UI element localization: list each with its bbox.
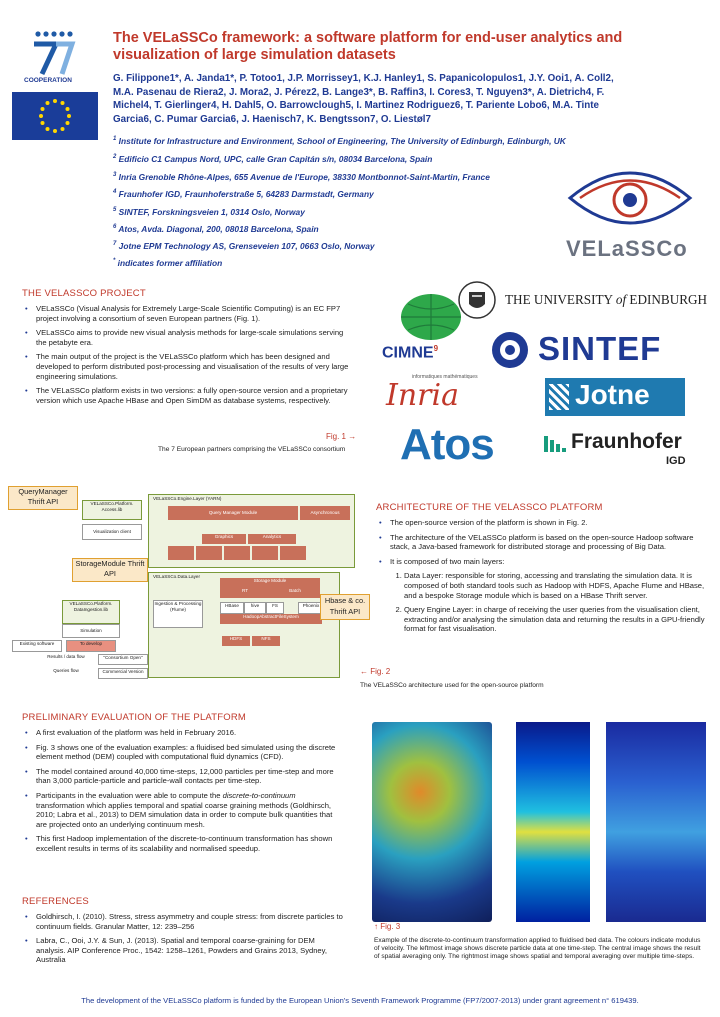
ingestion-box: Ingestion & Processing (Flume) [153, 600, 203, 628]
fig1-ref: Fig. 1 → [326, 432, 357, 441]
cimne-wordmark: CIMNE [382, 344, 434, 362]
hdfs-box: HDFS [222, 636, 250, 646]
architecture-bullet-2: • The architecture of the VELaSSCo platform is based on the open-source Hadoop software stack, a Java-based framework for distributed storage and processing of Big Data. [390, 533, 706, 552]
evaluation-bullet-5: • This first Hadoop implementation of the discrete-to-continuum transformation has shown excellent results in terms of its scalability and normalised speedup. [36, 834, 344, 853]
hbase-box: HBase [220, 602, 244, 614]
eu-stars-icon [12, 92, 98, 140]
evaluation-bullet-2: • Fig. 3 shows one of the evaluation examples: a fluidised bed simulated using the discrete element method (DEM) coupled with computational fluid dynamics (CFD). [36, 743, 344, 762]
fraunhofer-logo [544, 430, 694, 472]
architecture-diagram [8, 484, 370, 684]
references-heading: REFERENCES [22, 896, 89, 907]
fs-box: FS [266, 602, 284, 614]
poster-title: The VELaSSCo framework: a software platform for end-user analytics and visualization of large simulation datasets [113, 30, 623, 63]
crest-icon [458, 278, 496, 322]
sintef-logo [490, 330, 690, 372]
query-manager-api: QueryManager Thrift API [8, 486, 78, 510]
sintef-icon [490, 330, 530, 370]
reference-2: • Labra, C., Ooi, J.Y. & Sun, J. (2013). Spatial and temporal coarse-graining for DEM analysis. AIP Conference Proc., 1542: 1258–1261, Powders and Grains 2013, Sydney, Australia [36, 936, 344, 965]
affiliation-1: $^1$ Institute for Infrastructure and Environment, School of Engineering, The University of Edinburgh, Edinburgh, UK [113, 136, 566, 146]
asynchronous: Asynchronous [300, 506, 350, 520]
references-list [22, 912, 344, 970]
layer-data: 1. Data Layer: responsible for storing, accessing and translating the simulation data. It is composed of both standard tools such as Hadoop with HDFS, Apache Flume and HBase, and a bespoke Storage module which is based on a HBase Thrift server. [404, 571, 706, 600]
storage-module-api: StorageModule Thrift API [72, 558, 148, 582]
funding-footer: The development of the VELaSSCo platform is funded by the European Union's Seventh Framework Programme (FP7/2007-2013) under grant agreement n° 619439. [81, 996, 639, 1005]
hbase-api: Hbase & co. Thrift API [320, 594, 370, 620]
project-bullet-4: • The VELaSSCo platform exists in two versions: a fully open-source version and a proprietary version which use Apache HBase and Open SimDM as database systems, respectively. [36, 386, 352, 405]
project-bullet-3: • The main output of the project is the VELaSSCo platform which has been designed and developed to perform distributed post-processing and visualisation of the results of very large engineering simulations. [36, 352, 352, 381]
fp7-icon [12, 22, 90, 84]
project-bullet-1: • VELaSSCo (Visual Analysis for Extremely Large-Scale Scientific Computing) is an EC FP7 project involving a consortium of seven European partners (Fig. 1). [36, 304, 352, 323]
globe-icon [396, 292, 466, 342]
eye-icon [560, 158, 700, 238]
rt-box: RT [220, 588, 270, 598]
legend-results: Results / data flow [47, 654, 85, 659]
inria-logo [382, 374, 502, 414]
hadoop-fs-box: HadoopAbstractFileSystem [220, 614, 322, 624]
engine-submodules [168, 546, 306, 560]
cooperation-label: COOPERATION [24, 77, 72, 84]
fig3-particles-image [372, 722, 492, 922]
evaluation-bullet-3: • The model contained around 40,000 time-steps, 12,000 particles per time-step and more than 3,000 particle-particle and particle-wall contacts per time-step. [36, 767, 344, 786]
jotne-logo [545, 378, 685, 416]
architecture-bullets [376, 518, 706, 639]
legend-commercial: Commercial Version [98, 668, 148, 679]
project-heading: THE VELASSCO PROJECT [22, 288, 146, 299]
architecture-heading: ARCHITECTURE OF THE VELASSCO PLATFORM [376, 502, 603, 513]
evaluation-bullet-1: • A first evaluation of the platform was held in February 2016. [36, 728, 344, 738]
simulation-box: Simulation [62, 624, 120, 638]
engine-layer-label: VELaSSCo.Engine.Layer (YARN) [153, 496, 222, 501]
fig3-spatial-image [516, 722, 590, 922]
phoenix-box: Phoenix [298, 602, 324, 614]
edinburgh-wordmark: THE UNIVERSITY of EDINBURGH [505, 292, 708, 307]
affiliation-3: $^3$ Inria Grenoble Rhône-Alpes, 655 Avenue de l'Europe, 38330 Montbonnot-Saint-Martin, France [113, 172, 490, 182]
legend-queries: Queries flow [53, 668, 79, 673]
affiliation-6: $^6$ Atos, Avda. Diagonal, 200, 08018 Barcelona, Spain [113, 224, 319, 234]
eu-flag [12, 92, 98, 140]
velassco-logo [560, 158, 700, 268]
vis-client: Visualization client [82, 524, 142, 540]
fig3-caption: Example of the discrete-to-continuum transformation applied to fluidised bed data. The colours indicate modulus of velocity. The leftmost image shows discrete particle data at one time-step. The central image shows the result of spatial averaging only. The rightmost image shows spatial and temporal averaging over multiple time-steps. [374, 937, 701, 960]
affiliation-2: $^2$ Edificio C1 Campus Nord, UPC, calle Gran Capitán s/n, 08034 Barcelona, Spain [113, 154, 433, 164]
cimne-sup: 9 [433, 344, 439, 353]
batch-box: Batch [270, 588, 320, 598]
storage-box: Storage Module [220, 578, 320, 588]
atos-wordmark: Atos [400, 420, 494, 469]
affiliation-7: $^7$ Jotne EPM Technology AS, Grenseveien 107, 0663 Oslo, Norway [113, 241, 375, 251]
evaluation-bullets [22, 728, 344, 859]
affiliation-5: $^5$ SINTEF, Forskningsveien 1, 0314 Oslo, Norway [113, 207, 305, 217]
evaluation-heading: PRELIMINARY EVALUATION OF THE PLATFORM [22, 712, 247, 723]
data-layer-label: VELaSSCo.Data.Layer [153, 574, 200, 579]
project-bullet-2: • VELaSSCo aims to provide new visual analysis methods for large-scale simulations serving the petabyte era. [36, 328, 352, 347]
fig2-ref: ← Fig. 2 [360, 667, 391, 676]
architecture-bullet-1: • The open-source version of the platform is shown in Fig. 2. [390, 518, 706, 528]
fraunhofer-sub: IGD [666, 455, 686, 467]
fraunhofer-icon [544, 432, 568, 454]
author-list: G. Filippone1*, A. Janda1*, P. Totoo1, J.P. Morrissey1, K.J. Hanley1, S. Papanicolopulos1, J.Y. Ooi1, A. Coll2, M.A. Pasenau de Riera2, J. Mora2, J. Pérez2, B. Lange3*, B. Raffin3, I. Cores3, T. Nguyen3*, A. Dietrich4, F. Michel4, T. Gierlinger4, H. Dahl5, O. Barrowclough5, I. Martinez Rodriguez6, T. Pariente Lobo6, M.A. Tinte Garcia6, C. Pumar Garcia6, J. Haenisch7, K. Bengtsson7, O. Liestøl7 [113, 73, 614, 125]
legend-consortium: "Consortium Open" [98, 654, 148, 665]
velassco-wordmark: VELaSSCo [566, 236, 688, 261]
legend-to-develop: To develop [66, 640, 116, 652]
reference-1: • Goldhirsch, I. (2010). Stress, stress asymmetry and couple stress: from discrete particles to continuum fields. Granular Matter, 12: 239–256 [36, 912, 344, 931]
access-lib: VELaSSCo.Platform. Access.lib [82, 500, 142, 520]
fig2-caption: The VELaSSCo architecture used for the open-source platform [360, 682, 544, 689]
affiliation-4: $^4$ Fraunhofer IGD, Fraunhoferstraße 5, 64283 Darmstadt, Germany [113, 189, 374, 199]
fp7-logo [12, 22, 90, 84]
architecture-bullet-3: • It is composed of two main layers: [390, 557, 706, 567]
layer-query: 2. Query Engine Layer: in charge of receiving the user queries from the visualisation client, extracting and/or analysing the simulation data and returning the results in a GPU-friendly format for fast visualisation. [404, 605, 706, 634]
inria-wordmark: Inria [386, 378, 459, 413]
inria-sub: informatiques mathématiques [412, 374, 478, 380]
fig3-temporal-image [606, 722, 706, 922]
sintef-wordmark: SINTEF [538, 330, 662, 367]
hive-box: hive [244, 602, 266, 614]
edinburgh-crest [458, 278, 496, 322]
legend-existing: Existing software [12, 640, 62, 652]
affiliation-note: * indicates former affiliation [113, 258, 223, 268]
jotne-wordmark: Jotne [575, 379, 650, 410]
evaluation-bullet-4: • Participants in the evaluation were able to compute the discrete-to-continuum transformation which applies temporal and spatial coarse graining methods (Goldhirsch, 2010; Labra et al., 2013) to DEM simulation data in order to compute bulk quantities that are projected onto an underlying continuum mesh. [36, 791, 344, 829]
fig3-ref: ↑ Fig. 3 [374, 922, 401, 931]
project-bullets [22, 304, 352, 410]
qm-module: Query Manager Module [168, 506, 298, 520]
analytics-module: Analytics [248, 534, 296, 544]
nfs-box: NFS [252, 636, 280, 646]
jotne-stripes [549, 384, 569, 410]
graphics-module: Graphics [202, 534, 246, 544]
fraunhofer-wordmark: Fraunhofer [571, 430, 682, 453]
fig1-caption: The 7 European partners comprising the VELaSSCo consortium [158, 446, 346, 453]
ingest-lib: VELaSSCo.Platform. DataIngestion.lib [62, 600, 120, 624]
